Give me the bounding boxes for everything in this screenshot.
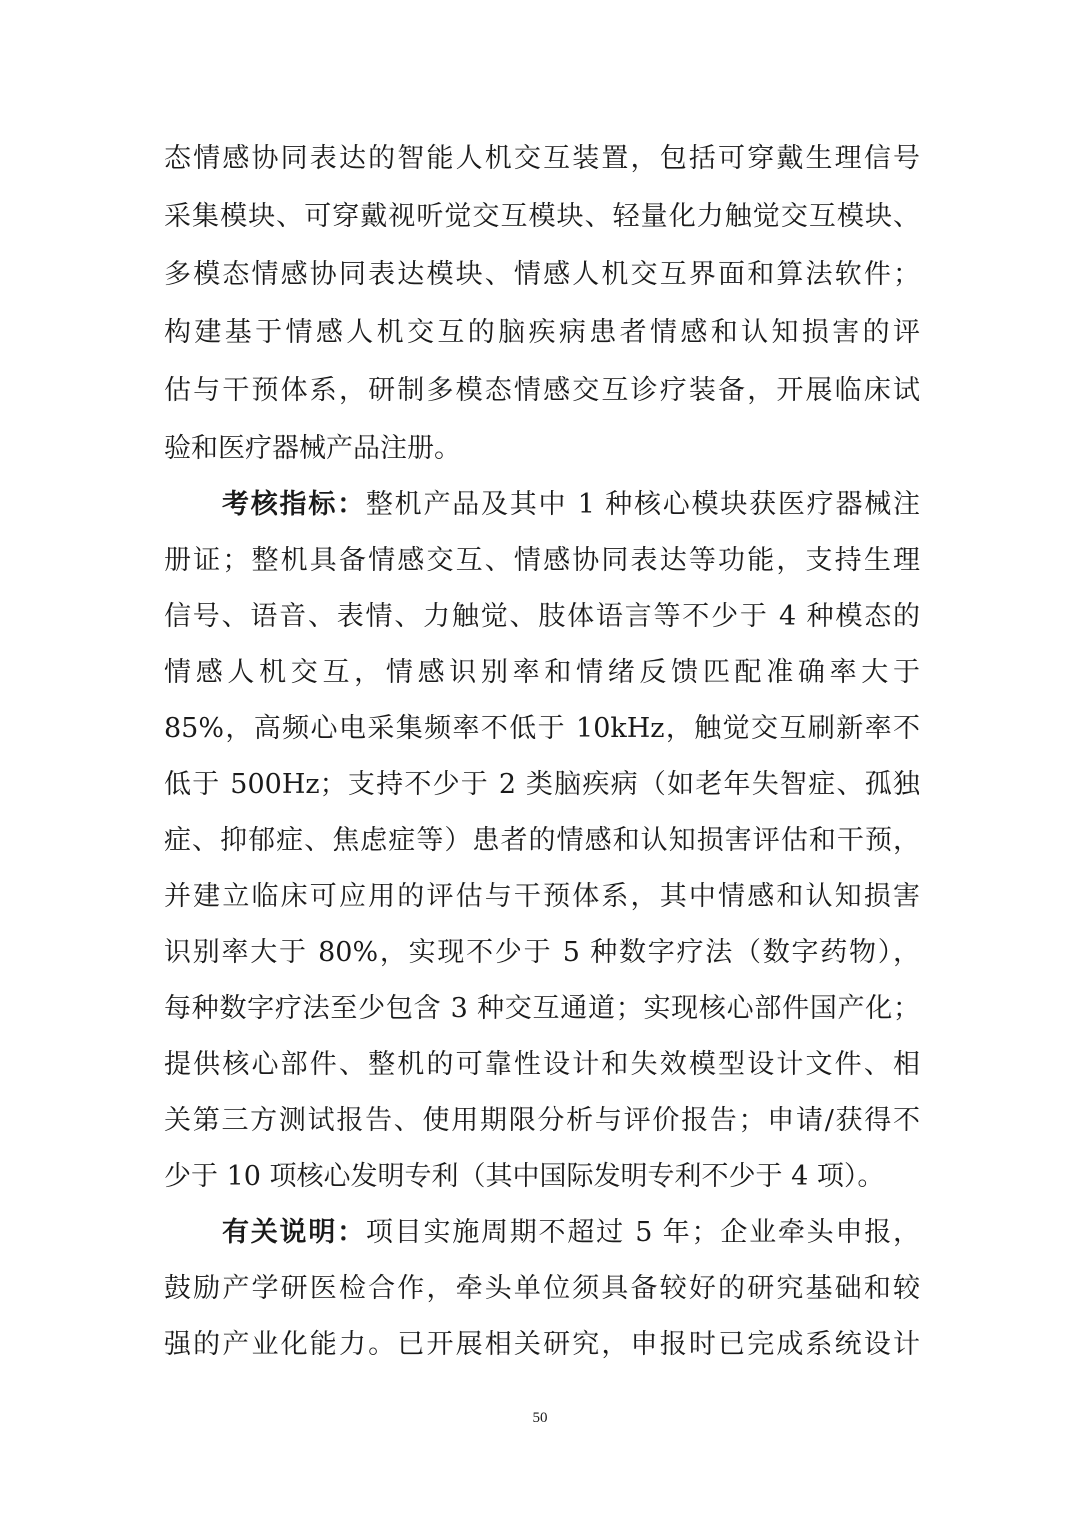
text-line: 册证；整机具备情感交互、情感协同表达等功能，支持生理 — [164, 545, 920, 576]
text-line: 多模态情感协同表达模块、情感人机交互界面和算法软件； — [164, 259, 920, 290]
text-line: 提供核心部件、整机的可靠性设计和失效模型设计文件、相 — [164, 1049, 920, 1080]
text-line: 症、抑郁症、焦虑症等）患者的情感和认知损害评估和干预， — [164, 825, 920, 856]
text-line: 情感人机交互，情感识别率和情绪反馈匹配准确率大于 — [164, 657, 920, 688]
text-line: 每种数字疗法至少包含 3 种交互通道；实现核心部件国产化； — [164, 993, 920, 1024]
text-line: 鼓励产学研医检合作，牵头单位须具备较好的研究基础和较 — [164, 1273, 920, 1304]
text-line: 少于 10 项核心发明专利（其中国际发明专利不少于 4 项）。 — [164, 1161, 885, 1192]
text-line: 关第三方测试报告、使用期限分析与评价报告；申请/获得不 — [164, 1105, 920, 1136]
text-line: 构建基于情感人机交互的脑疾病患者情感和认知损害的评 — [164, 317, 920, 348]
assessment-first-text: 整机产品及其中 1 种核心模块获医疗器械注 — [365, 489, 920, 520]
page-number: 50 — [532, 1410, 548, 1426]
text-line: 采集模块、可穿戴视听觉交互模块、轻量化力触觉交互模块、 — [164, 201, 920, 232]
text-line: 识别率大于 80%，实现不少于 5 种数字疗法（数字药物）， — [164, 937, 920, 968]
text-line: 估与干预体系，研制多模态情感交互诊疗装备，开展临床试 — [164, 375, 920, 406]
text-line: 低于 500Hz；支持不少于 2 类脑疾病（如老年失智症、孤独 — [164, 769, 920, 800]
text-line: 态情感协同表达的智能人机交互装置，包括可穿戴生理信号 — [164, 143, 920, 174]
text-line: 85%，高频心电采集频率不低于 10kHz，触觉交互刷新率不 — [164, 713, 920, 744]
text-line: 并建立临床可应用的评估与干预体系，其中情感和认知损害 — [164, 881, 920, 912]
assessment-first-line — [222, 477, 920, 533]
text-line: 信号、语音、表情、力触觉、肢体语言等不少于 4 种模态的 — [164, 601, 920, 632]
notes-first-line — [222, 1205, 920, 1261]
notes-first-text: 项目实施周期不超过 5 年；企业牵头申报， — [365, 1217, 920, 1248]
assessment-label: 考核指标： — [222, 489, 366, 520]
text-line: 验和医疗器械产品注册。 — [164, 433, 461, 464]
notes-label: 有关说明： — [222, 1217, 366, 1248]
text-line: 强的产业化能力。已开展相关研究，申报时已完成系统设计 — [164, 1329, 920, 1360]
